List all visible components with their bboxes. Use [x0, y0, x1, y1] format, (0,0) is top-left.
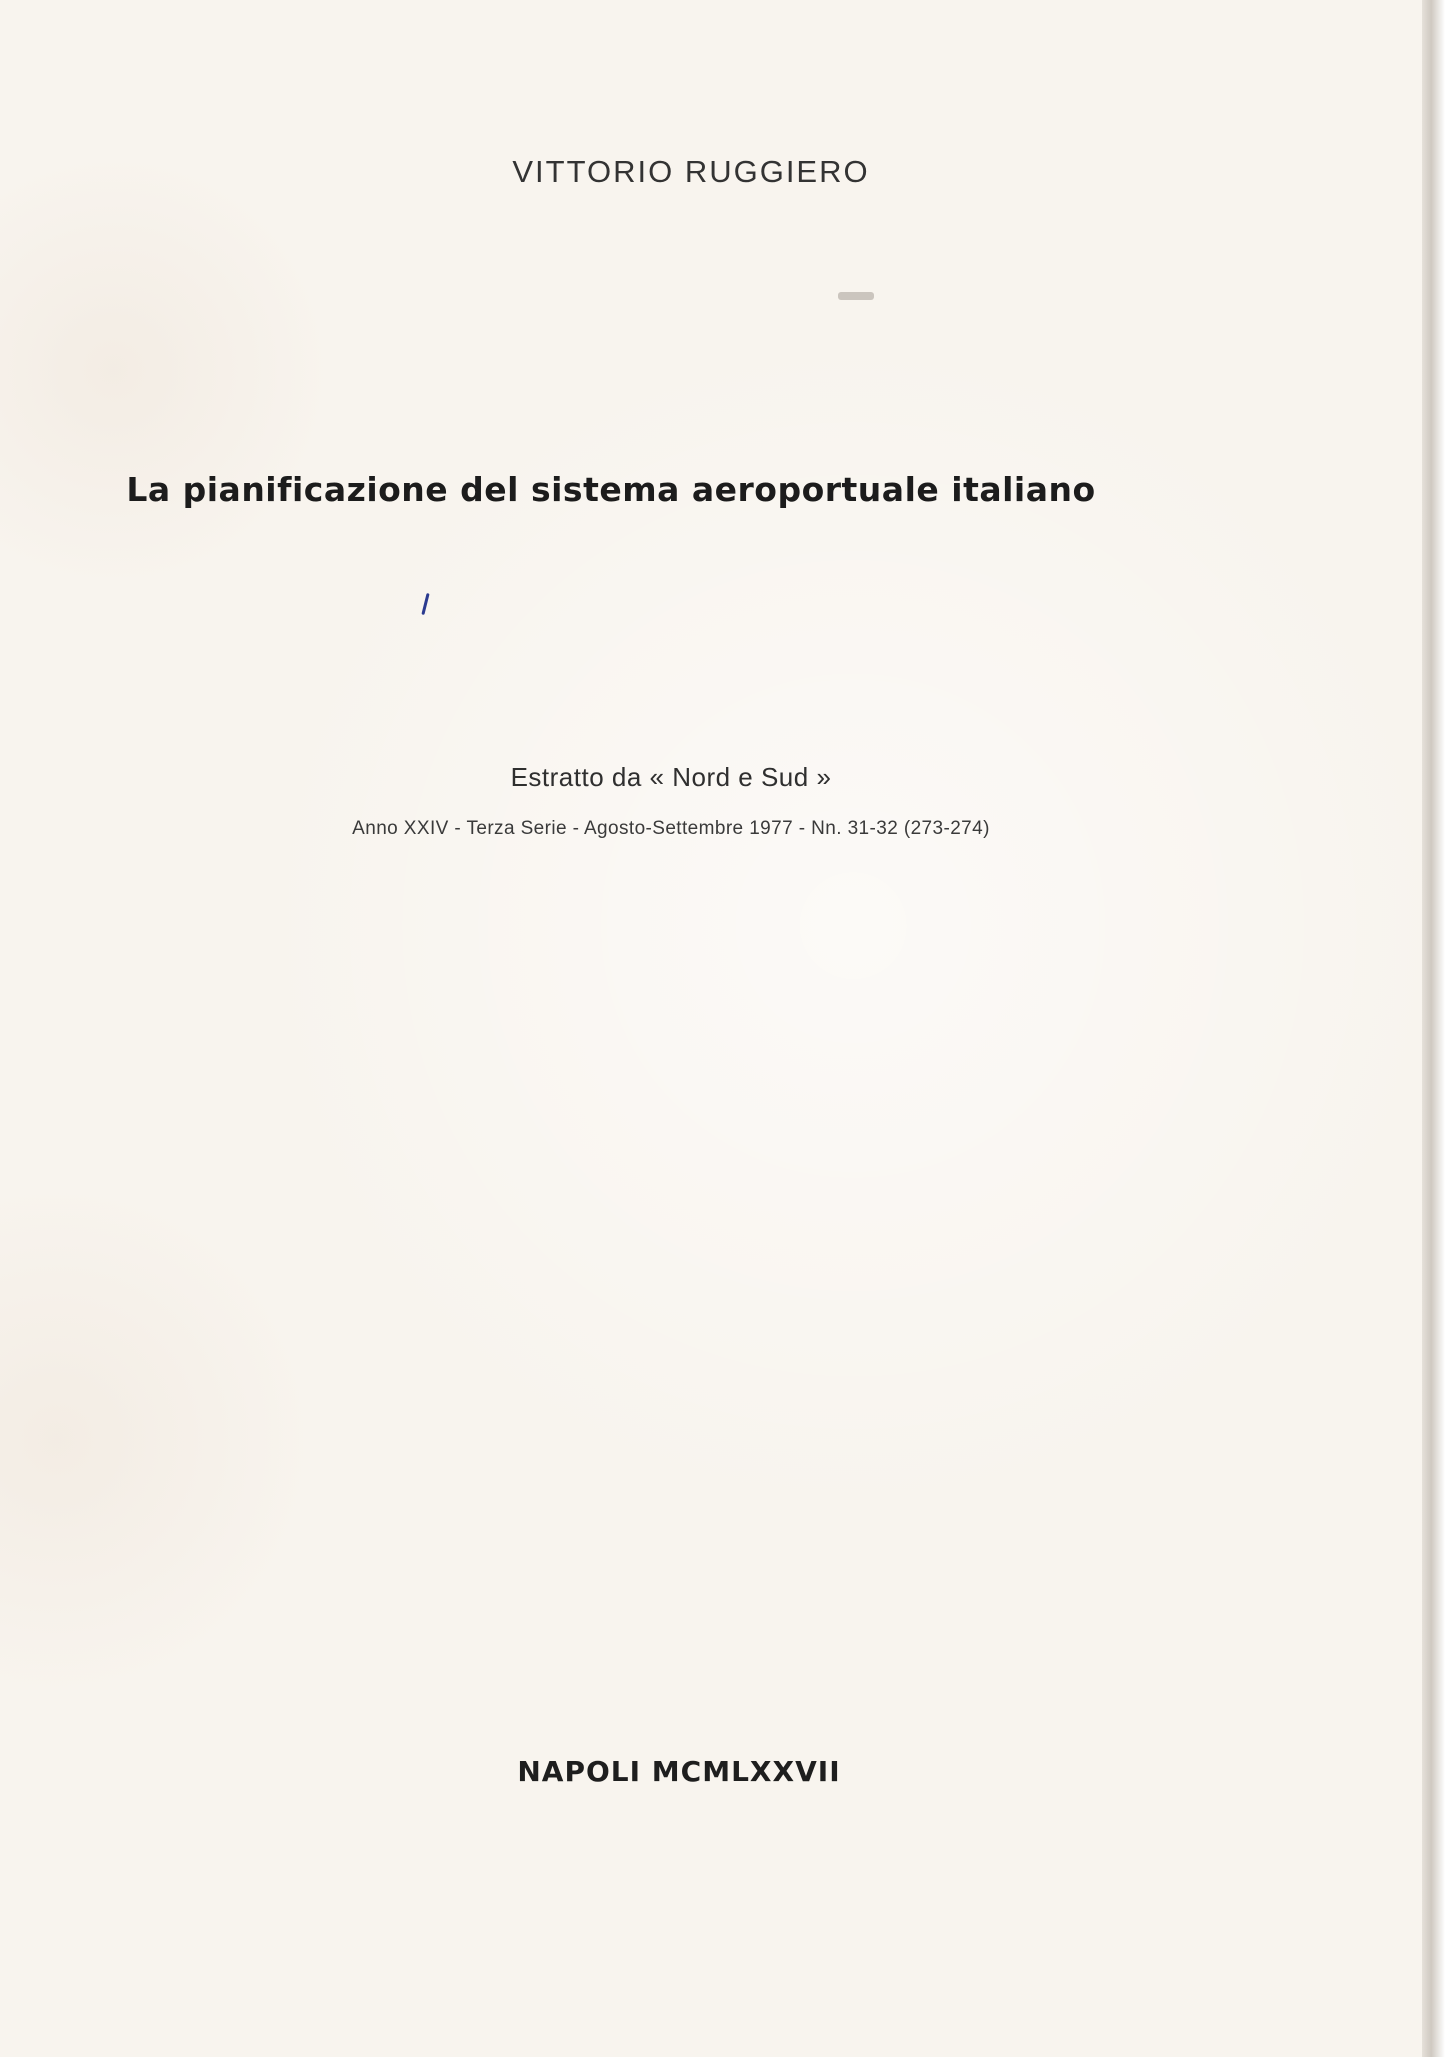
issue-details: Anno XXIV - Terza Serie - Agosto-Settembre 1977 - Nn. 31-32 (273-274)	[352, 818, 990, 839]
scan-edge	[1422, 0, 1445, 2057]
pen-mark	[421, 593, 429, 615]
place-and-year: NAPOLI MCMLXXVII	[517, 1755, 841, 1788]
document-title: La pianificazione del sistema aeroportuale italiano	[126, 470, 1096, 509]
extract-source: Estratto da « Nord e Sud »	[510, 762, 832, 792]
author-name: VITTORIO RUGGIERO	[512, 154, 870, 189]
paper-smudge	[838, 292, 874, 300]
